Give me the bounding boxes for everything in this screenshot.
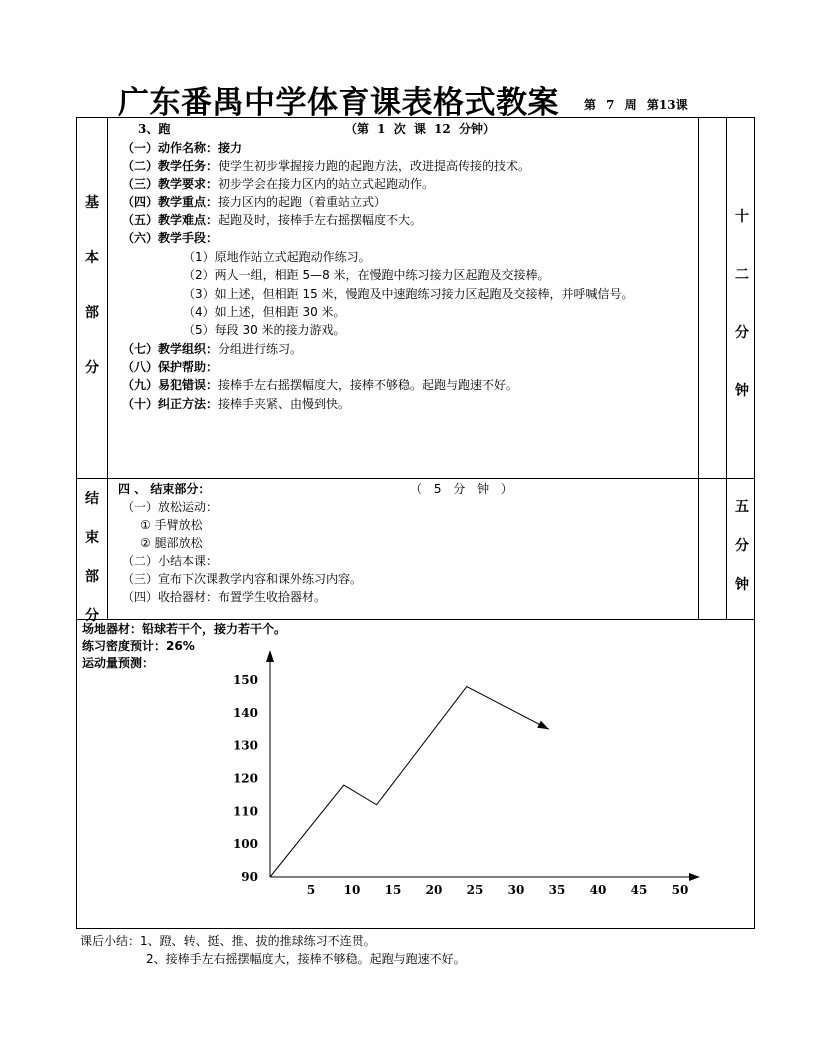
x-tick-label: 30 bbox=[507, 883, 525, 897]
y-tick-label: 130 bbox=[232, 738, 258, 753]
load-label: 运动量预测： bbox=[82, 656, 155, 670]
side-char: 部 bbox=[85, 305, 99, 321]
y-tick-label: 140 bbox=[232, 705, 258, 720]
side-char: 基 bbox=[85, 195, 99, 211]
y-tick-label: 150 bbox=[232, 673, 258, 687]
end-line: ② 腿部放松 bbox=[140, 536, 203, 550]
basic-item: （九）易犯错误：接棒手左右摇摆幅度大，接棒不够稳。起跑与跑速不好。 bbox=[122, 378, 519, 392]
end-section-title: 四 、 结束部分： bbox=[118, 482, 211, 496]
time-char: 五 bbox=[735, 499, 749, 515]
y-tick-label: 110 bbox=[232, 804, 258, 819]
basic-item: （十）纠正方法：接棒手夹紧、由慢到快。 bbox=[122, 397, 351, 411]
x-tick-label: 35 bbox=[548, 883, 566, 897]
x-tick-label: 25 bbox=[466, 883, 484, 897]
basic-item: （五）教学难点：起跑及时，接棒手左右摇摆幅度不大。 bbox=[122, 213, 423, 227]
density-line: 练习密度预计：26% bbox=[82, 639, 195, 653]
method-item: （3）如上述，但相距 15 米，慢跑及中速跑练习接力区起跑及交接棒，并呼喊信号。 bbox=[183, 287, 634, 301]
basic-item: （二）教学任务：使学生初步掌握接力跑的起跑方法，改进提高传接的技术。 bbox=[122, 159, 531, 173]
y-tick-label: 100 bbox=[232, 837, 258, 852]
basic-topic-time: （第 1 次 课 12 分钟） bbox=[345, 122, 495, 136]
x-axis-arrow bbox=[689, 873, 700, 881]
side-char: 束 bbox=[85, 530, 99, 546]
basic-topic: 3、跑 bbox=[138, 122, 171, 136]
x-tick-label: 10 bbox=[343, 883, 361, 897]
x-tick-label: 40 bbox=[589, 883, 607, 897]
end-line: （一）放松运动： bbox=[122, 500, 219, 514]
summary-line-2: 2、接棒手左右摇摆幅度大，接棒不够稳。起跑与跑速不好。 bbox=[146, 952, 466, 966]
side-char: 分 bbox=[85, 608, 99, 624]
end-section-time: （ 5 分 钟 ） bbox=[410, 482, 513, 496]
end-line: ① 手臂放松 bbox=[140, 518, 203, 532]
basic-item: （七）教学组织：分组进行练习。 bbox=[122, 342, 303, 356]
x-tick-label: 5 bbox=[306, 883, 316, 897]
load-series-line bbox=[270, 687, 549, 877]
basic-item: （三）教学要求：初步学会在接力区内的站立式起跑动作。 bbox=[122, 177, 435, 191]
time-char: 钟 bbox=[735, 577, 749, 593]
method-item: （5）每段 30 米的接力游戏。 bbox=[183, 323, 346, 337]
x-tick-label: 50 bbox=[671, 883, 689, 897]
side-char: 本 bbox=[85, 250, 99, 266]
y-tick-label: 90 bbox=[241, 870, 258, 884]
equipment-line: 场地器材：铅球若干个，接力若干个。 bbox=[82, 622, 287, 636]
y-tick-label: 120 bbox=[232, 771, 258, 786]
method-item: （2）两人一组，相距 5—8 米，在慢跑中练习接力区起跑及交接棒。 bbox=[183, 268, 550, 282]
y-axis-arrow bbox=[266, 650, 274, 662]
x-tick-label: 45 bbox=[630, 883, 648, 897]
end-line: （四）收拾器材：布置学生收拾器材。 bbox=[122, 590, 327, 604]
x-tick-label: 15 bbox=[384, 883, 402, 897]
time-char: 十 bbox=[735, 209, 749, 225]
x-tick-label: 20 bbox=[425, 883, 443, 897]
week-lesson-info: 第 7 周 第13课 bbox=[584, 98, 688, 112]
basic-item: （八）保护帮助： bbox=[122, 360, 219, 374]
time-char: 钟 bbox=[735, 383, 749, 399]
method-item: （4）如上述，但相距 30 米。 bbox=[183, 305, 346, 319]
summary-line-1: 课后小结：1、蹬、转、挺、推、拔的推球练习不连贯。 bbox=[80, 934, 376, 948]
side-char: 分 bbox=[85, 360, 99, 376]
time-char: 二 bbox=[735, 267, 749, 283]
page-title: 广东番禺中学体育课表格式教案 bbox=[118, 85, 559, 121]
side-char: 结 bbox=[85, 491, 99, 507]
time-char: 分 bbox=[735, 538, 749, 554]
series-end-arrow bbox=[537, 721, 549, 730]
method-item: （1）原地作站立式起跑动作练习。 bbox=[183, 250, 371, 264]
basic-item: （四）教学重点：接力区内的起跑（着重站立式） bbox=[122, 195, 387, 209]
end-line: （二）小结本课： bbox=[122, 554, 219, 568]
time-char: 分 bbox=[735, 325, 749, 341]
basic-item: （一）动作名称：接力 bbox=[122, 141, 243, 155]
side-char: 部 bbox=[85, 569, 99, 585]
basic-item: （六）教学手段： bbox=[122, 231, 219, 245]
end-line: （三）宣布下次课教学内容和课外练习内容。 bbox=[122, 572, 363, 586]
